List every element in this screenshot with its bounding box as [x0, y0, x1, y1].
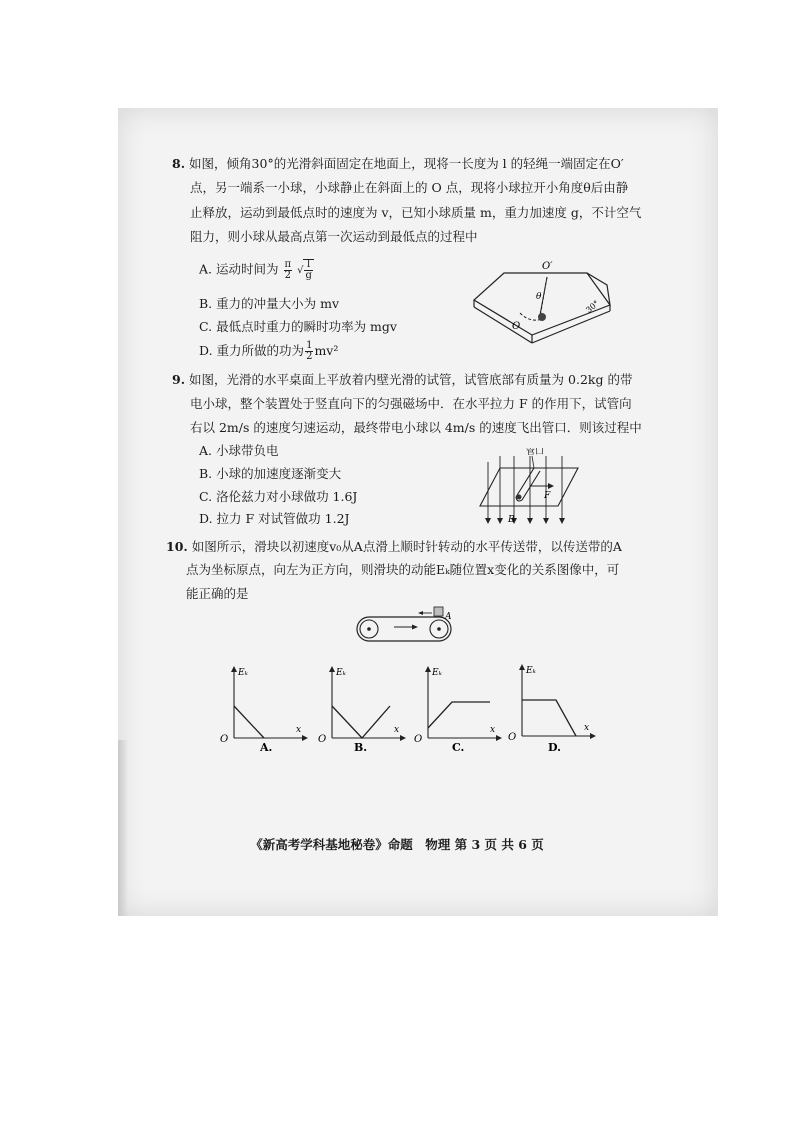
q10-graph-b-label: B. — [354, 741, 368, 754]
q8-incline-angle: 30° — [584, 298, 601, 315]
q9-option-b: B. 小球的加速度逐渐变大 — [199, 466, 342, 481]
q9-option-a: A. 小球带负电 — [199, 443, 279, 458]
q10-graph-d-origin: O — [508, 732, 517, 743]
q10-graph-c-x-label: x — [490, 725, 496, 735]
q9-line-1 — [172, 372, 632, 388]
q10-line-3: 能正确的是 — [186, 586, 249, 601]
q10-graph-b — [314, 662, 408, 754]
q9-line-2: 电小球，整个装置处于竖直向下的匀强磁场中．在水平拉力 F 的作用下，试管向 — [190, 396, 632, 411]
q10-number: 10. — [166, 539, 188, 554]
q10-line-1 — [166, 539, 622, 555]
q10-graph-b-x-label: x — [394, 725, 400, 735]
q8-angle-label: θ — [536, 292, 542, 302]
q10-graph-a-y-label: Eₖ — [238, 668, 248, 678]
q8-option-a-fraction: $\frac{\pi}{2}$ — [284, 258, 292, 281]
q9-force-label: F — [544, 491, 551, 501]
q10-graph-a — [216, 662, 310, 754]
q10-slider-block — [434, 607, 443, 616]
q8-option-a-text: 运动时间为 — [216, 261, 279, 277]
q9-option-c: C. 洛伦兹力对小球做功 1.6J — [199, 489, 358, 504]
q8-option-b: B. 重力的冲量大小为 mv — [199, 296, 340, 311]
scan-edge-shadow — [118, 740, 128, 916]
q9-tube-mouth-label: 管口 — [526, 448, 545, 457]
q9-tube-figure — [470, 448, 590, 528]
q8-line-4: 阻力，则小球从最高点第一次运动到最低点的过程中 — [190, 229, 478, 244]
q8-incline-figure — [462, 255, 617, 350]
q10-graph-a-curve — [234, 706, 264, 738]
q8-option-a-label: A. — [199, 261, 213, 277]
q10-graph-b-origin: O — [318, 734, 327, 745]
q10-graph-c-origin: O — [414, 734, 423, 745]
q8-option-a — [199, 259, 314, 281]
q10-conveyor-figure — [352, 603, 462, 645]
q10-graph-a-label: A. — [260, 741, 273, 754]
q10-graph-d-x-label: x — [584, 723, 590, 733]
q10-line-1-text: 如图所示，滑块以初速度v₀从A点滑上顺时针转动的水平传送带，以传送带的A — [191, 539, 622, 554]
q10-graph-b-curve — [332, 706, 390, 738]
q10-graph-c — [410, 662, 504, 754]
q9-line-1-text: 如图，光滑的水平桌面上平放着内壁光滑的试管，试管底部有质量为 0.2kg 的带 — [189, 372, 633, 387]
q10-graph-c-y-label: Eₖ — [432, 668, 442, 678]
q8-pivot-label: O′ — [542, 261, 553, 272]
q10-line-2: 点为坐标原点，向左为正方向，则滑块的动能Eₖ随位置x变化的关系图像中，可 — [186, 562, 620, 577]
q9-test-tube — [516, 468, 540, 501]
q10-graph-c-curve — [428, 702, 490, 728]
q8-option-c: C. 最低点时重力的瞬时功率为 mgv — [199, 319, 397, 334]
q10-graph-a-x-label: x — [296, 725, 302, 735]
q10-graph-b-y-label: Eₖ — [336, 668, 346, 678]
q8-option-d: D. 重力所做的功为 $\frac{1}{2}$ mv² — [199, 340, 339, 362]
q8-line-1-text: 如图，倾角30°的光滑斜面固定在地面上，现将一长度为 l 的轻绳一端固定在O′ — [189, 156, 624, 171]
q8-option-a-sqrt: √ $\frac{l}{g}$ — [297, 259, 312, 281]
page-footer: 《新高考学科基地秘卷》命题 物理 第 3 页 共 6 页 — [250, 837, 544, 852]
q8-line-2: 点，另一端系一小球，小球静止在斜面上的 O 点，现将小球拉开小角度θ后由静 — [190, 180, 629, 195]
q10-point-a-label: A — [445, 612, 452, 622]
q10-graph-a-origin: O — [220, 734, 229, 745]
q8-ball — [538, 313, 546, 321]
q8-line-1 — [172, 156, 624, 172]
q9-option-d: D. 拉力 F 对试管做功 1.2J — [199, 511, 350, 526]
q8-point-label: O — [512, 321, 521, 332]
q10-graph-d-label: D. — [548, 741, 561, 754]
q10-graph-d-curve — [522, 700, 576, 736]
q9-field-label: B — [508, 515, 515, 525]
q10-graph-d-y-label: Eₖ — [526, 666, 536, 676]
q10-graph-c-label: C. — [452, 741, 465, 754]
q8-line-3: 止释放，运动到最低点时的速度为 v，已知小球质量 m，重力加速度 g，不计空气 — [190, 205, 642, 220]
q9-line-3: 右以 2m/s 的速度匀速运动，最终带电小球以 4m/s 的速度飞出管口．则该过程中 — [190, 420, 642, 435]
q10-graph-d — [504, 660, 598, 754]
q9-number: 9. — [172, 372, 186, 387]
q8-number: 8. — [172, 156, 186, 171]
